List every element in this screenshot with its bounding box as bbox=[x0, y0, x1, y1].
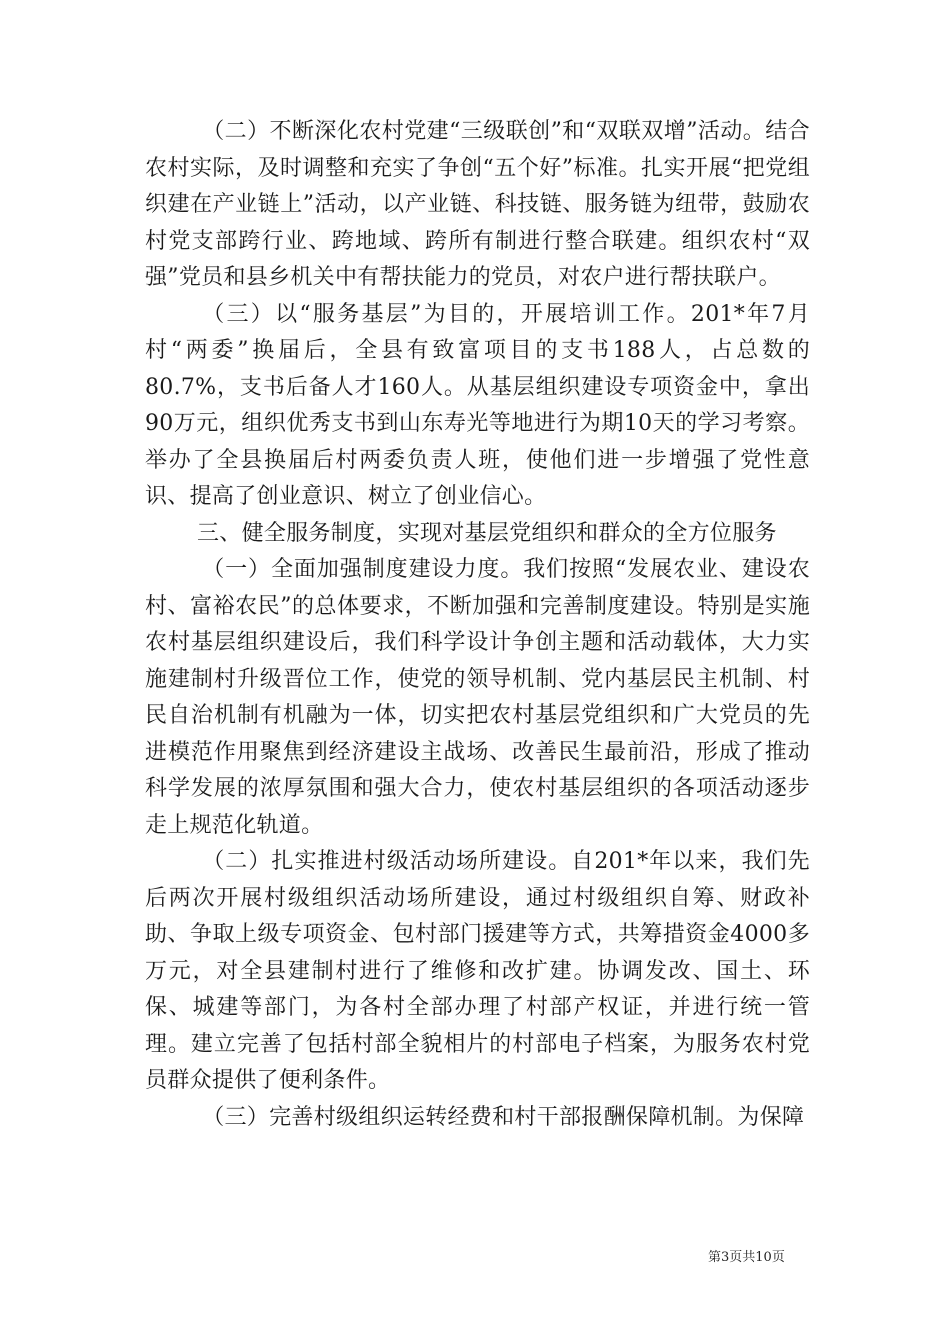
paragraph-shuanglian: （二）不断深化农村党建“三级联创”和“双联双增”活动。结合农村实际，及时调整和充实了争创“五个好”标准。扎实开展“把党组织建在产业链上”活动，以产业链、科技链、服务链为纽带，鼓励农村党支部跨行业、跨地域、跨所有制进行整合联建。组织农村“双强”党员和县乡机关中有帮扶能力的党员，对农户进行帮扶联户。 bbox=[145, 119, 810, 290]
paragraph-system-building: （一）全面加强制度建设力度。我们按照“发展农业、建设农村、富裕农民”的总体要求，不断加强和完善制度建设。特别是实施农村基层组织建设后，我们科学设计争创主题和活动载体，大力实施建制村升级晋位工作，使党的领导机制、党内基层民主机制、村民自治机制有机融为一体，切实把农村基层党组织和广大党员的先进模范作用聚焦到经济建设主战场、改善民生最前沿，形成了推动科学发展的浓厚氛围和强大合力，使农村基层组织的各项活动逐步走上规范化轨道。 bbox=[145, 557, 810, 838]
page-number: 第3页共10页 bbox=[708, 1250, 785, 1265]
document-body bbox=[145, 114, 810, 1136]
section-heading: 三、健全服务制度，实现对基层党组织和群众的全方位服务 bbox=[197, 520, 777, 546]
paragraph-venue-construction: （二）扎实推进村级活动场所建设。自201*年以来，我们先后两次开展村级组织活动场所建设，通过村级组织自筹、财政补助、争取上级专项资金、包村部门援建等方式，共筹措资金4000多万元，对全县建制村进行了维修和改扩建。协调发改、国土、环保、城建等部门，为各村全部办理了村部产权证，并进行统一管理。建立完善了包括村部全貌相片的村部电子档案，为服务农村党员群众提供了便利条件。 bbox=[145, 849, 810, 1093]
paragraph-training: （三）以“服务基层”为目的，开展培训工作。201*年7月村“两委”换届后，全县有致富项目的支书188人，占总数的80.7%，支书后备人才160人。从基层组织建设专项资金中，拿出90万元，组织优秀支书到山东寿光等地进行为期10天的学习考察。举办了全县换届后村两委负责人班，使他们进一步增强了党性意识、提高了创业意识、树立了创业信心。 bbox=[145, 301, 810, 509]
paragraph-funding-mechanism: （三）完善村级组织运转经费和村干部报酬保障机制。为保障 bbox=[202, 1104, 805, 1130]
